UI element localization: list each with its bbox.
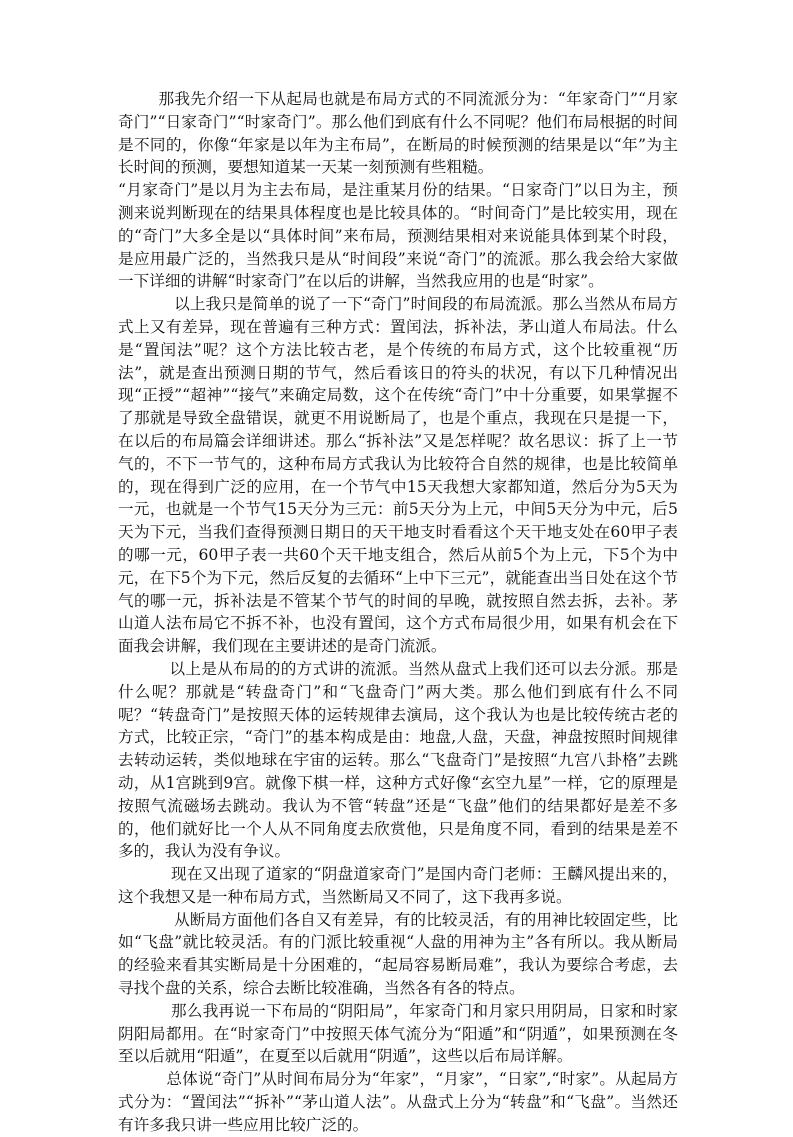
paragraph-judgement: 从断局方面他们各自又有差异，有的比较灵活，有的用神比较固定些，比如“飞盘”就比较灵活。有的门派比较重视“人盘的用神为主”各有所以。我从断局的经验来看其实断局是十分困难的，“起局容易断局难”，我认为要综合考虑，去寻找个盘的关系，综合去断比较准确，当然各有各的特点。 xyxy=(118,910,678,998)
paragraph-intro: 那我先介绍一下从起局也就是布局方式的不同流派分为：“年家奇门”“月家奇门”“日家奇门”“时家奇门”。那么他们到底有什么不同呢？他们布局根据的时间是不同的，你像“年家是以年为主布局”，在断局的时候预测的结果是以“年”为主长时间的预测，要想知道某一天某一刻预测有些粗糙。 xyxy=(118,90,678,177)
paragraph-yin-yang: 那么我再说一下布局的“阴阳局”，年家奇门和月家只用阴局，日家和时家阴阳局都用。在“时家奇门”中按照天体气流分为“阳遁”和“阴遁”，如果预测在冬至以后就用“阳遁”，在夏至以后就用“阴遁”，这些以后布局详解。 xyxy=(118,1001,678,1066)
paragraph-yin-plate: 现在又出现了道家的“阴盘道家奇门”是国内奇门老师：王麟风提出来的，这个我想又是一种布局方式，当然断局又不同了，这下我再多说。 xyxy=(118,865,678,906)
paragraph-plate-types: 以上是从布局的的方式讲的流派。当然从盘式上我们还可以去分派。那是什么呢？那就是“转盘奇门”和“飞盘奇门”两大类。那么他们到底有什么不同呢？“转盘奇门”是按照天体的运转规律去演局，这个我认为也是比较传统古老的方式，比较正宗，“奇门”的基本构成是由：地盘,人盘，天盘，神盘按照时间规律去转动运转，类似地球在宇宙的运转。那么“飞盘奇门”是按照“九宫八卦格”去跳动，从1宫跳到9宫。就像下棋一样，这种方式好像“玄空九星”一样，它的原理是按照气流磁场去跳动。我认为不管“转盘”还是“飞盘”他们的结果都好是差不多的，他们就好比一个人从不同角度去欣赏他，只是角度不同，看到的结果是差不多的，我认为没有争议。 xyxy=(118,659,678,861)
paragraph-month-day-hour: “月家奇门”是以月为主去布局，是注重某月份的结果。“日家奇门”以日为主，预测来说判断现在的结果具体程度也是比较具体的。“时间奇门”是比较实用，现在的“奇门”大多全是以“具体时间”来布局，预测结果相对来说能具体到某个时段，是应用最广泛的，当然我只是从“时间段”来说“奇门”的流派。那么我会给大家做一下详细的讲解“时家奇门”在以后的讲解，当然我应用的也是“时家”。 xyxy=(118,181,678,291)
document-page xyxy=(118,88,678,1137)
paragraph-layout-methods: 以上我只是简单的说了一下“奇门”时间段的布局流派。那么当然从布局方式上又有差异，现在普遍有三种方式：置闰法，拆补法，茅山道人布局法。什么是“置闰法”呢？这个方法比较古老，是个传统的布局方式，这个比较重视“历法”，就是查出预测日期的节气，然后看该日的符头的状况，有以下几种情况出现“正授”“超神”“接气”来确定局数，这个在传统“奇门”中十分重要，如果掌握不了那就是导致全盘错误，就更不用说断局了，也是个重点，我现在只是提一下，在以后的布局篇会详细讲述。那么“拆补法”又是怎样呢？故名思议：拆了上一节气的，不下一节气的，这种布局方式我认为比较符合自然的规律，也是比较简单的，现在得到广泛的应用，在一个节气中15天我想大家都知道，然后分为5天为一元，也就是一个节气15天分为三元：前5天分为上元，中间5天分为中元，后5天为下元，当我们查得预测日期日的天干地支时看看这个天干地支处在60甲子表的哪一元，60甲子表一共60个天干地支组合，然后从前5个为上元，下5个为中元，在下5个为下元，然后反复的去循环“上中下三元”，就能查出当日处在这个节气的哪一元，拆补法是不管某个节气的时间的早晚，就按照自然去拆，去补。茅山道人法布局它不拆不补，也没有置闰，这个方式布局很少用，如果有机会在下面我会讲解，我们现在主要讲述的是奇门流派。 xyxy=(118,295,678,656)
paragraph-summary: 总体说“奇门”从时间布局分为“年家”，“月家”，“日家”,“时家”。从起局方式分为：“置闰法”“拆补”“茅山道人法”。从盘式上分为“转盘”和“飞盘”。当然还有许多我只讲一些应用比较广泛的。 xyxy=(118,1070,678,1134)
